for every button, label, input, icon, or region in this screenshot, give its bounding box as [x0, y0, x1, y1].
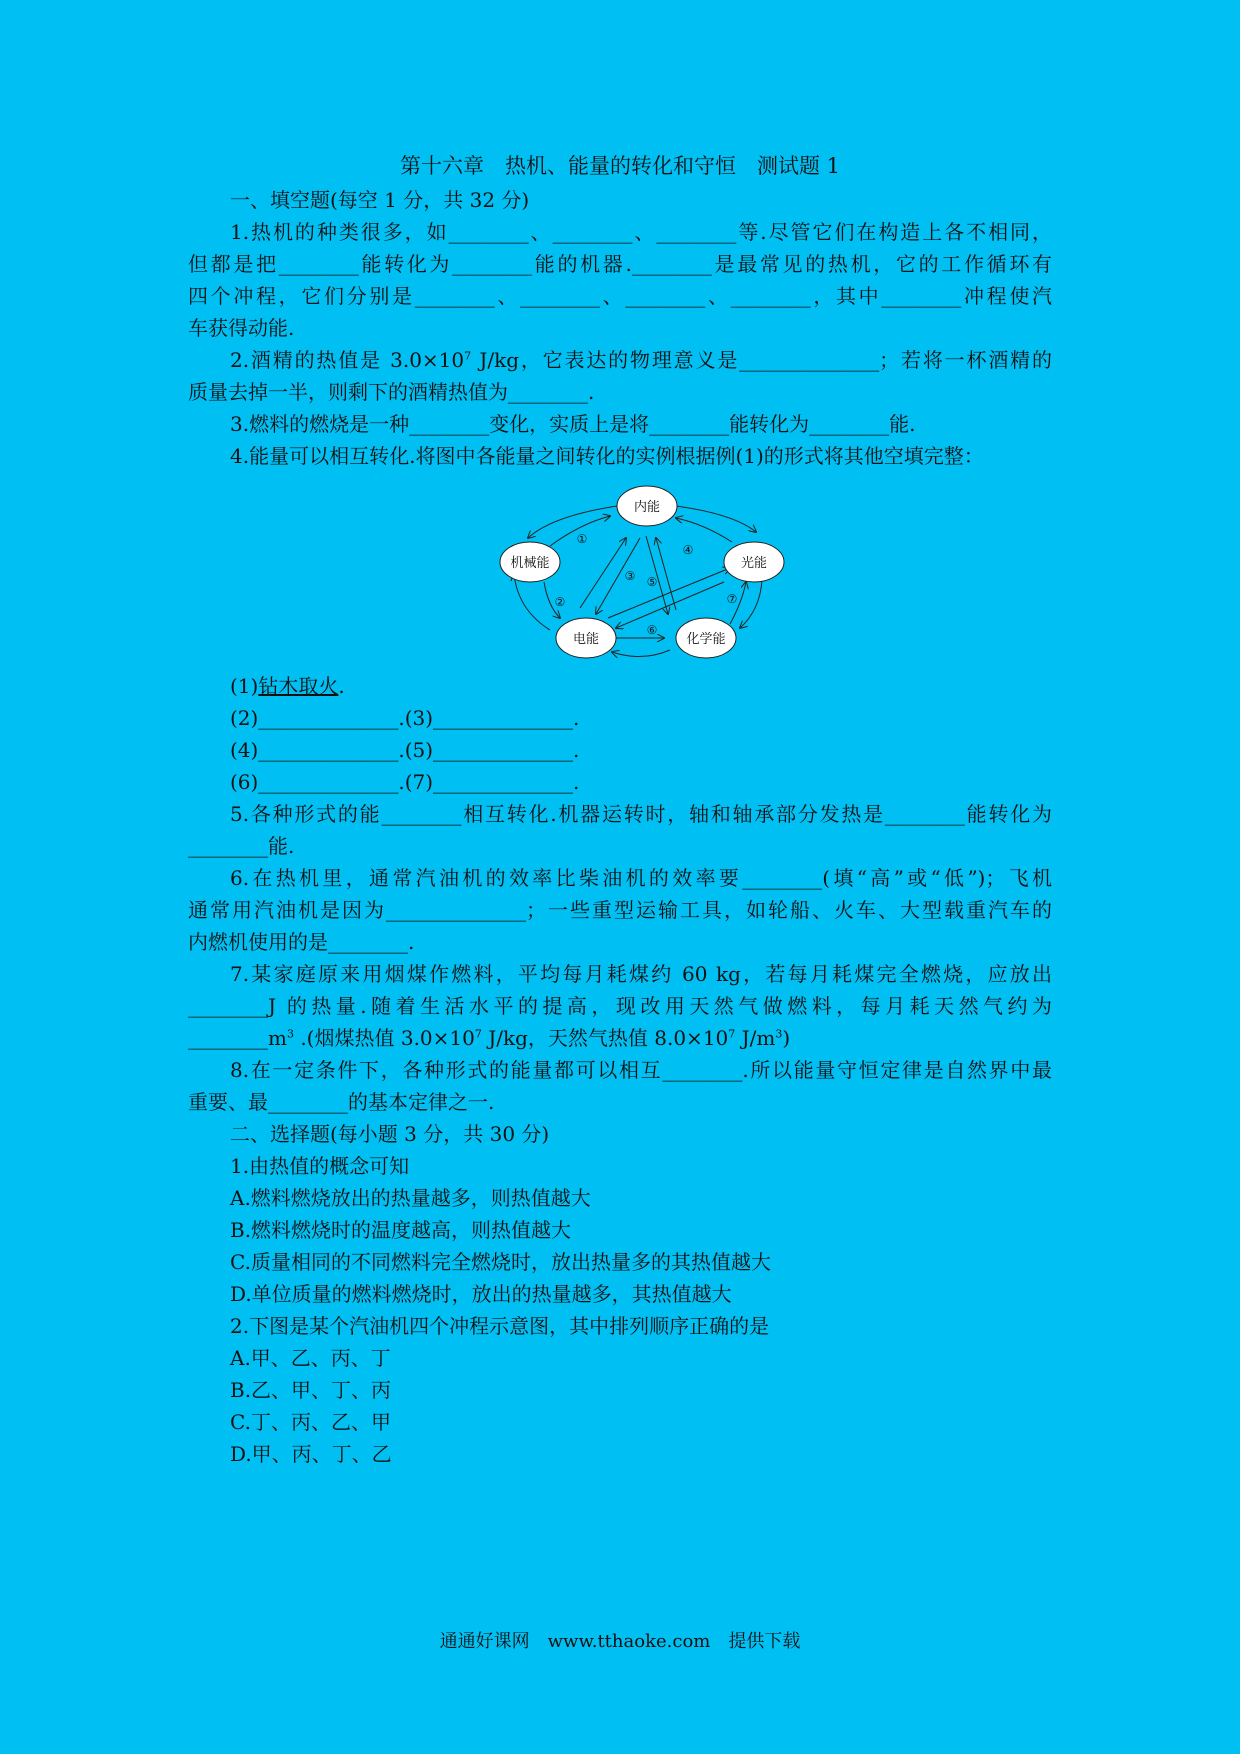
energy-conversion-diagram	[492, 482, 788, 666]
label-1: ①	[576, 532, 588, 546]
arrow-7	[740, 580, 762, 628]
q4-row-6-7: (6)______________.(7)______________.	[230, 770, 580, 794]
q8-line1: 8.在一定条件下，各种形式的能量都可以相互________.所以能量守恒定律是自然界中最	[230, 1058, 1052, 1082]
mc2-option-d: D.甲、丙、丁、乙	[230, 1442, 392, 1466]
label-5: ⑤	[646, 575, 658, 589]
q8-line2: 重要、最________的基本定律之一.	[188, 1090, 495, 1114]
mc2-stem: 2.下图是某个汽油机四个冲程示意图，其中排列顺序正确的是	[230, 1314, 770, 1338]
q1-line1: 1.热机的种类很多，如________、________、________等.尽管它们在构造上各不相同，	[230, 220, 1052, 244]
label-2: ②	[554, 595, 566, 609]
label-7: ⑦	[726, 592, 738, 606]
mc1-option-c: C.质量相同的不同燃料完全燃烧时，放出热量多的其热值越大	[230, 1250, 771, 1274]
q3-line1: 3.燃料的燃烧是一种________变化，实质上是将________能转化为________能.	[230, 412, 916, 436]
q5-line1: 5.各种形式的能________相互转化.机器运转时，轴和轴承部分发热是________能转化为	[230, 802, 1052, 826]
mc1-option-b: B.燃料燃烧时的温度越高，则热值越大	[230, 1218, 572, 1242]
label-4: ④	[682, 543, 694, 557]
q2-line1: 2.酒精的热值是 $3.0\times 10^7$ J/kg，它表达的物理意义是______________；若将一杯酒精的	[230, 348, 1052, 372]
arrow-8b	[612, 650, 670, 657]
node-electric-label: 电能	[572, 632, 600, 647]
mc2-option-c: C.丁、丙、乙、甲	[230, 1410, 391, 1434]
node-internal-label: 内能	[633, 500, 661, 515]
arrow-1	[528, 506, 617, 538]
q2-line2: 质量去掉一半，则剩下的酒精热值为________.	[188, 380, 595, 404]
label-3: ③	[624, 569, 636, 583]
page-title: 第十六章 热机、能量的转化和守恒 测试题 1	[399, 154, 841, 178]
q6-line3: 内燃机使用的是________.	[188, 930, 415, 954]
arrow-4b	[676, 518, 732, 542]
arrow-5b	[656, 538, 676, 610]
label-6: ⑥	[646, 623, 658, 637]
q1-line2: 但都是把________能转化为________能的机器.________是最常见的热机，它的工作循环有	[188, 252, 1052, 276]
q7-line1: 7.某家庭原来用烟煤作燃料，平均每月耗煤约 60 kg，若每月耗煤完全燃烧，应放出	[230, 962, 1052, 986]
mc2-option-a: A.甲、乙、丙、丁	[230, 1346, 391, 1370]
q4-row-2-3: (2)______________.(3)______________.	[230, 706, 580, 730]
page-footer: 通通好课网 www.tthaoke.com 提供下载	[439, 1631, 801, 1652]
node-mechanical-label: 机械能	[510, 556, 550, 571]
q5-line2: ________能.	[188, 834, 295, 858]
q6-line1: 6.在热机里，通常汽油机的效率比柴油机的效率要________(填“高”或“低”)；飞机	[230, 866, 1052, 890]
q4-line1: 4.能量可以相互转化.将图中各能量之间转化的实例根据例(1)的形式将其他空填完整：	[230, 444, 984, 468]
mc1-stem: 1.由热值的概念可知	[230, 1154, 410, 1178]
mc1-option-a: A.燃料燃烧放出的热量越多，则热值越大	[230, 1186, 591, 1210]
q4-example: (1)钻木取火.	[230, 674, 345, 698]
arrow-3	[580, 538, 626, 608]
q6-line2: 通常用汽油机是因为______________；一些重型运输工具，如轮船、火车、大型载重汽车的	[188, 898, 1052, 922]
q1-line4: 车获得动能.	[188, 316, 295, 340]
mc2-option-b: B.乙、甲、丁、丙	[230, 1378, 392, 1402]
node-light-label: 光能	[740, 556, 768, 571]
q1-line3: 四个冲程，它们分别是________、________、________、________，其中________冲程使汽	[188, 284, 1052, 308]
section1-heading: 一、填空题(每空 1 分，共 32 分)	[230, 188, 530, 212]
q4-row-4-5: (4)______________.(5)______________.	[230, 738, 580, 762]
node-chemical-label: 化学能	[686, 632, 726, 647]
arrow-4	[676, 506, 756, 532]
section2-heading: 二、选择题(每小题 3 分，共 30 分)	[230, 1122, 550, 1146]
q7-line2: ________J 的热量.随着生活水平的提高，现改用天然气做燃料，每月耗天然气约为	[188, 994, 1052, 1018]
mc1-option-d: D.单位质量的燃料燃烧时，放出的热量越多，其热值越大	[230, 1282, 732, 1306]
q7-line3: $\_\_\_\_\_\_\_\_m^3$ .(烟煤热值 $3.0\times 10^7$ J/kg，天然气热值 $8.0\times 10^7$ $J/m^3$)	[188, 1026, 791, 1050]
